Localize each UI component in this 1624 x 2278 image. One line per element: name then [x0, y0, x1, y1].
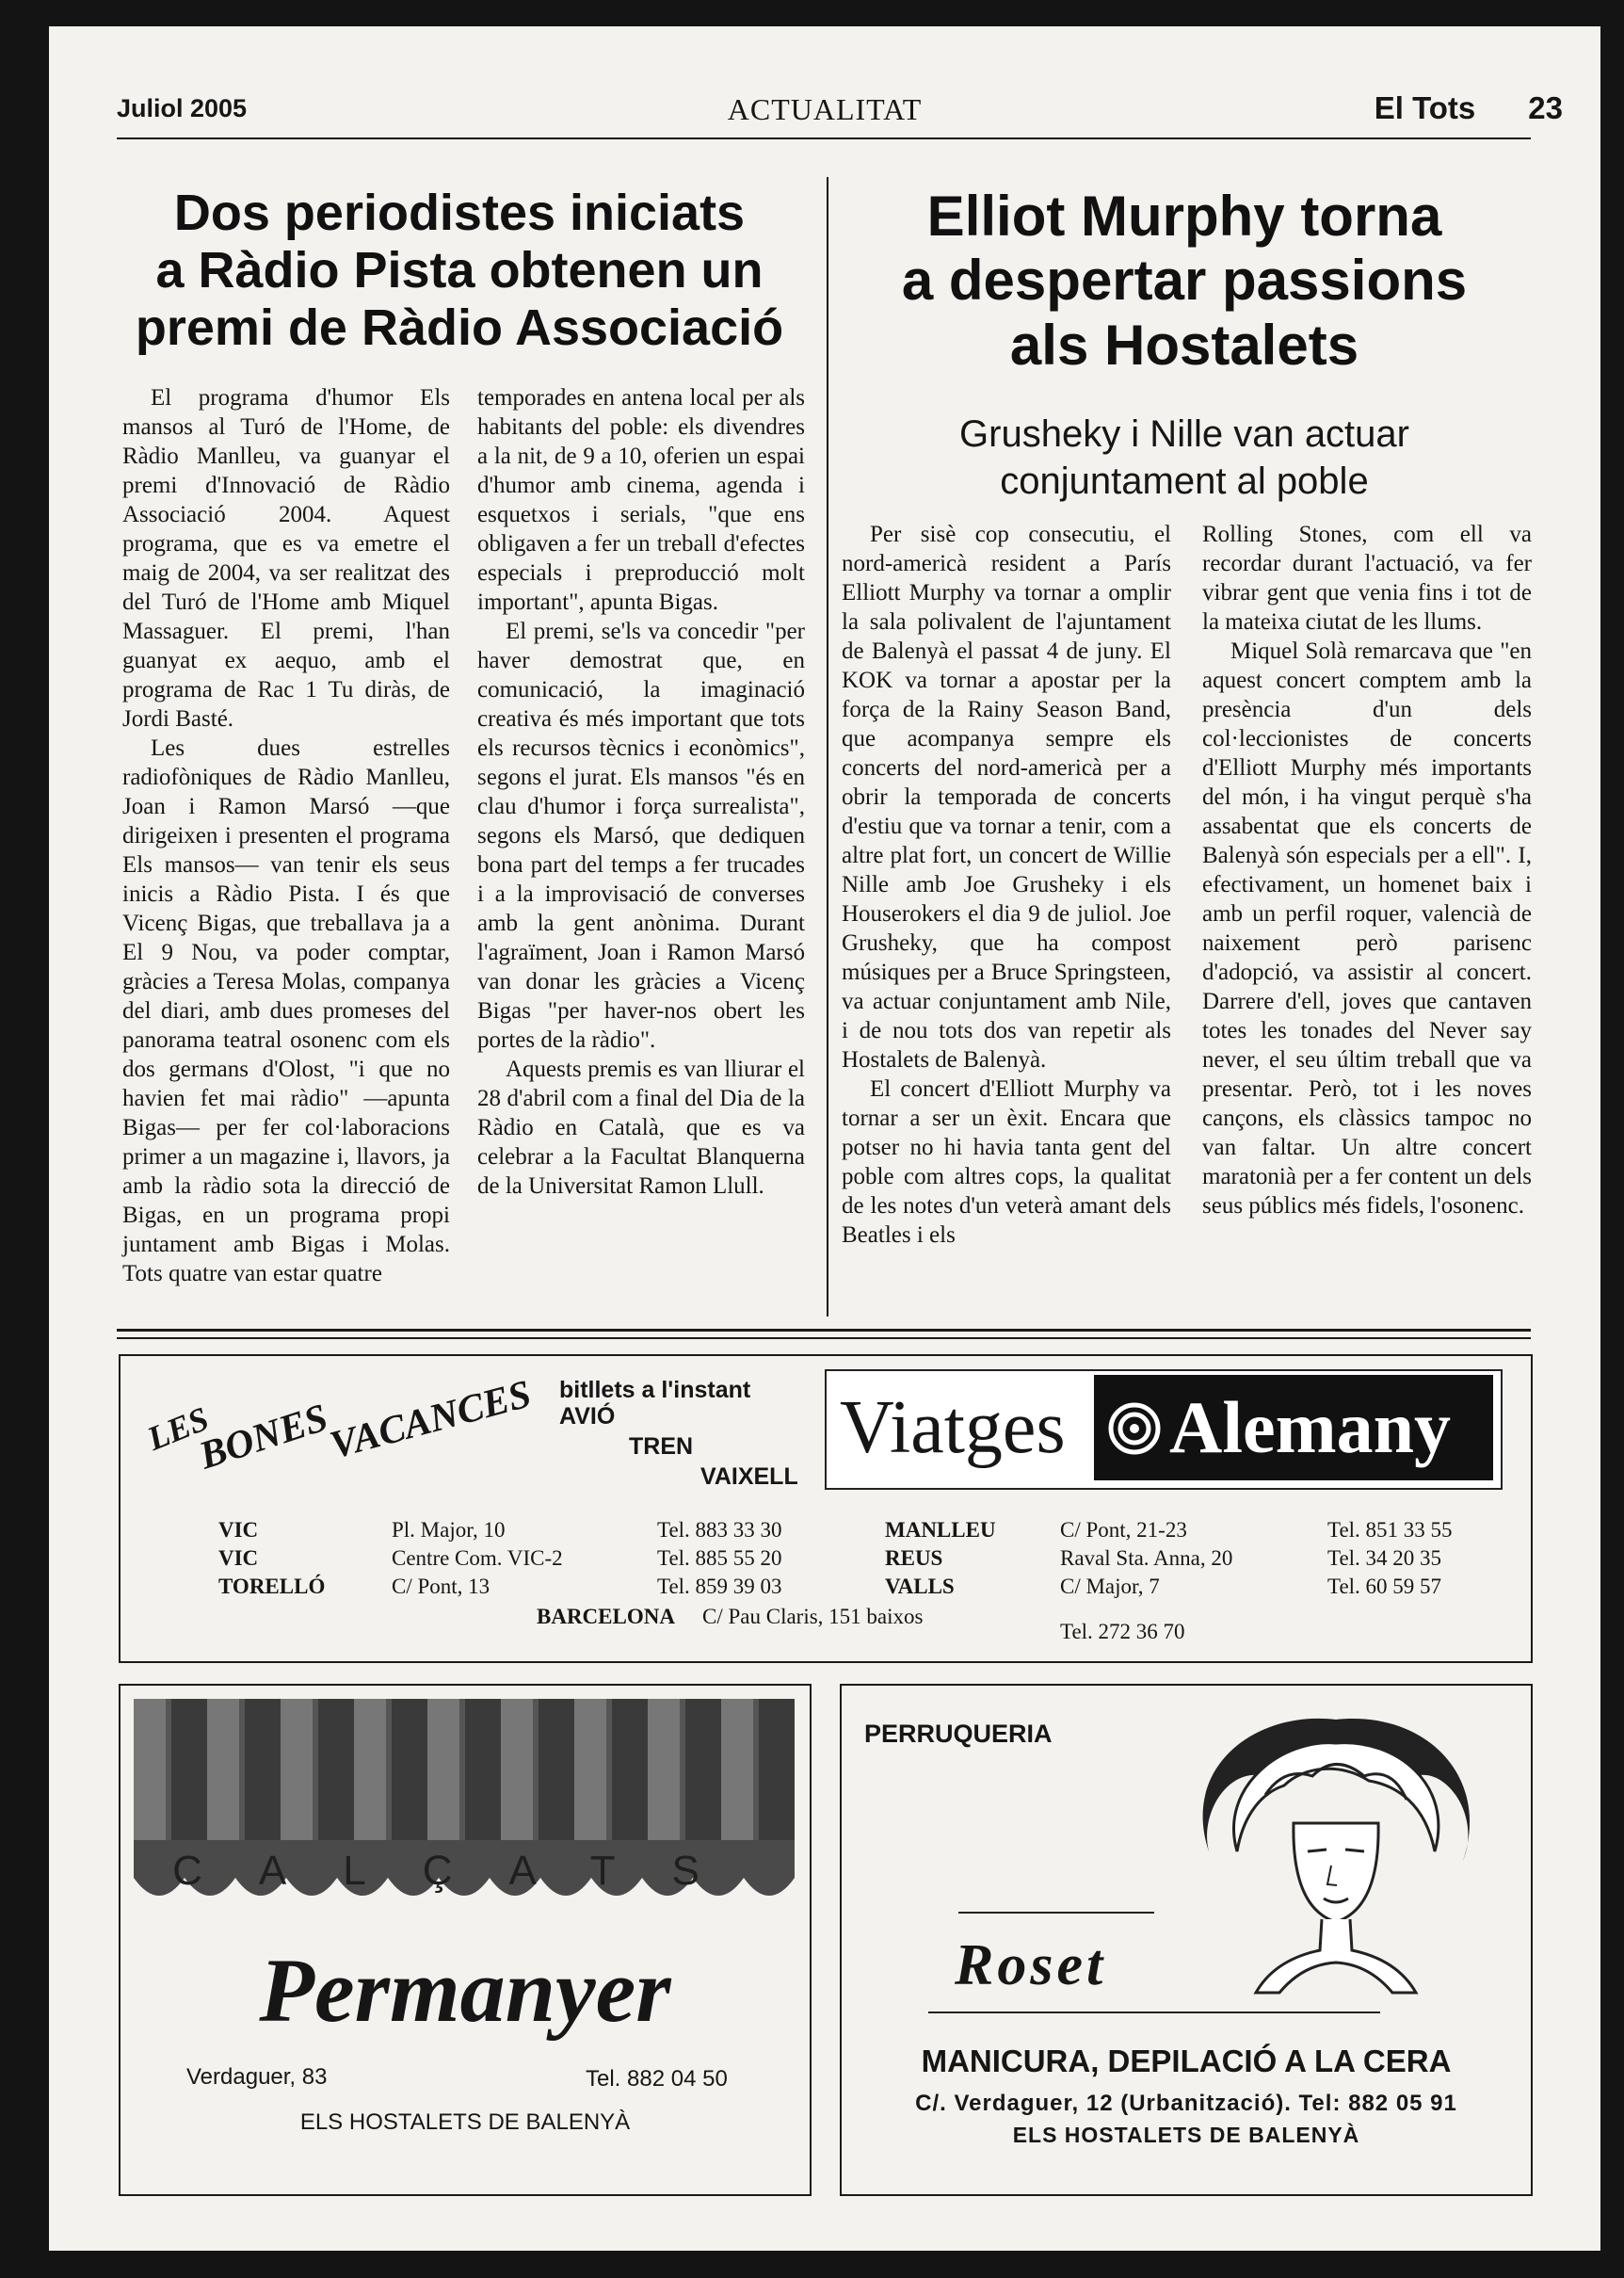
column-divider [827, 177, 828, 1317]
office-town: TORELLÓ [218, 1575, 326, 1598]
article1-column-2 [477, 383, 805, 1201]
office-row [885, 1544, 1525, 1573]
shoe-address: Verdaguer, 83 [186, 2064, 328, 2090]
office-town: VIC [218, 1518, 259, 1542]
office-town: VIC [218, 1546, 259, 1570]
paragraph: Rolling Stones, com ell va recordar durant l'actuació, va fer vibrar gent que venia fins i tot de la mateixa ciutat de les llums. [1202, 522, 1532, 635]
headline-line: a despertar passions [901, 249, 1468, 313]
article2-subheadline [838, 411, 1531, 505]
paragraph: El programa d'humor Els mansos al Turó de l'Home, de Ràdio Manlleu, va guanyar el premi d'Innovació de Ràdio Associació 2004. Aquest programa, que es va emetre el maig de 2004, va ser realitzat des del Turó de l'Home amb Miquel Massaguer. El premi, l'han guanyat ex aequo, amb el programa de Rac 1 Tu diràs, de Jordi Basté. [122, 385, 450, 732]
office-phone: Tel. 859 39 03 [657, 1575, 782, 1598]
agency-logo [825, 1369, 1503, 1490]
subheadline-line: Grusheky i Nille van actuar [959, 413, 1409, 455]
service-plane: AVIÓ [559, 1403, 616, 1430]
shoe-brand: Permanyer [259, 1940, 671, 2041]
service-ship: VAIXELL [700, 1463, 798, 1490]
article1-headline [117, 185, 802, 357]
paragraph: Miquel Solà remarcava que "en aquest concert comptem amb la presència d'un dels col·leccionistes de concerts d'Elliott Murphy més importants del món, i ha vingut perquè s'ha assabentat que els concerts de Balenyà són especials per a ell". I, efectivament, un homenet baix i amb un perfil roquer, valencià de naixement però parisenc d'adopció, va assistir al concert. Darrere d'ell, joves que cantaven totes les tonades del Never say never, el seu últim treball que va presentar. Però, tot i les noves cançons, els clàssics tampoc no van faltar. Un altre concert maratonià per a fer content un dels seus públics més fidels, l'osonenc. [1202, 638, 1532, 1219]
office-town: MANLLEU [885, 1518, 996, 1542]
office-row [218, 1573, 877, 1601]
salon-brand: Roset [955, 1933, 1107, 1997]
paragraph: Per sisè cop consecutiu, el nord-americà resident a París Elliott Murphy va tornar a omplir la sala polivalent de l'ajuntament de Balenyà el passat 4 de juny. El KOK va tornar a apostar per la força de la Rainy Season Band, que acompanya sempre els concerts del nord-americà per a obrir la temporada de concerts d'estiu que va tornar a tenir, com a altre plat fort, un concert de Willie Nille amb Joe Grusheky i els Houserokers el dia 9 de juliol. Joe Grusheky, que ha compost músiques per a Bruce Springsteen, va actuar conjuntament amb Nile, i de nou tots dos van repetir als Hostalets de Balenyà. [842, 522, 1171, 1073]
headline-line: Elliot Murphy torna [926, 185, 1442, 248]
publication-header [1375, 90, 1563, 126]
logo-word: LES [141, 1399, 215, 1458]
header-rule [117, 137, 1531, 139]
office-barcelona [537, 1603, 1478, 1631]
divider-line [958, 1912, 1154, 1914]
office-row [537, 1603, 1478, 1631]
newspaper-page [49, 26, 1600, 2251]
office-phone: Tel. 883 33 30 [657, 1518, 782, 1542]
section-rule [117, 1329, 1531, 1332]
office-town: VALLS [885, 1575, 955, 1598]
page-number: 23 [1528, 90, 1563, 125]
agency-name-panel [1094, 1375, 1493, 1480]
headline-line: premi de Ràdio Associació [135, 299, 784, 357]
subheadline-line: conjuntament al poble [1000, 460, 1369, 502]
shoe-store-ad [119, 1684, 812, 2196]
service-train: TREN [629, 1433, 694, 1460]
publication-name: El Tots [1374, 90, 1476, 125]
divider-line [928, 2011, 1380, 2013]
headline-line: Dos periodistes iniciats [173, 185, 746, 241]
office-row [218, 1544, 877, 1573]
travel-agency-ad [119, 1354, 1533, 1663]
office-address: C/ Pont, 21-23 [1060, 1518, 1187, 1542]
office-address: Centre Com. VIC-2 [392, 1546, 563, 1570]
office-address: Pl. Major, 10 [392, 1518, 506, 1542]
office-phone: Tel. 34 20 35 [1327, 1546, 1442, 1570]
awning-text: CALÇATS [172, 1848, 756, 1894]
shoe-town: ELS HOSTALETS DE BALENYÀ [299, 2109, 631, 2135]
salon-title: PERRUQUERIA [864, 1720, 1053, 1748]
headline-line: a Ràdio Pista obtenen un [155, 242, 764, 299]
office-phone: Tel. 885 55 20 [657, 1546, 782, 1570]
headline-line: als Hostalets [1009, 313, 1359, 377]
logo-word: VACANCES [325, 1372, 536, 1468]
article2-column-2 [1202, 520, 1532, 1220]
salon-town: ELS HOSTALETS DE BALENYÀ [1012, 2123, 1360, 2147]
office-phone: Tel. 851 33 55 [1327, 1518, 1453, 1542]
agency-name-right: Alemany [1169, 1386, 1451, 1468]
section-rule [117, 1337, 1531, 1339]
services-title: bitllets a l'instant [559, 1377, 751, 1403]
paragraph: El concert d'Elliott Murphy va tornar a ser un èxit. Encara que potser no hi havia tanta gent del poble com altres cops, la qualitat de les notes d'un veterà amant dels Beatles i els [842, 1076, 1171, 1248]
paragraph: El premi, se'ls va concedir "per haver demostrat que, en comunicació, la imaginació creativa és més important que tots els recursos tècnics i econòmics", segons el jurat. Els mansos "és en clau d'humor i força surrealista", segons els Marsó, que dediquen bona part del temps a fer trucades i a la improvisació de converses amb la gent anònima. Durant l'agraïment, Joan i Ramon Marsó van donar les gràcies a Vicenç Bigas "per haver-nos obert les portes de la ràdio". [477, 619, 805, 1053]
section-title: ACTUALITAT [727, 92, 923, 126]
office-address: C/ Pau Claris, 151 baixos [702, 1605, 924, 1628]
salon-services: MANICURA, DEPILACIÓ A LA CERA [921, 2044, 1452, 2078]
article2-headline [838, 185, 1531, 378]
office-town: BARCELONA [537, 1605, 675, 1628]
office-town: REUS [885, 1546, 943, 1570]
office-phone: Tel. 272 36 70 [1060, 1620, 1185, 1643]
office-row [218, 1516, 877, 1544]
salon-address: C/. Verdaguer, 12 (Urbanització). Tel: 882 05 91 [915, 2091, 1457, 2116]
office-row [885, 1516, 1525, 1544]
shoe-phone: Tel. 882 04 50 [586, 2066, 728, 2092]
paragraph: Aquests premis es van lliurar el 28 d'abril com a final del Dia de la Ràdio en Català, que es va celebrar a la Facultat Blanquerna de la Universitat Ramon Llull. [477, 1057, 805, 1199]
hair-salon-ad [840, 1684, 1533, 2196]
office-address: Raval Sta. Anna, 20 [1060, 1546, 1233, 1570]
office-address: C/ Major, 7 [1060, 1575, 1160, 1598]
paragraph: Les dues estrelles radiofòniques de Ràdio Manlleu, Joan i Ramon Marsó —que dirigeixen i presenten el programa Els mansos— van tenir els seus inicis a Ràdio Pista. I és que Vicenç Bigas, que treballava ja a El 9 Nou, va poder comptar, gràcies a Teresa Molas, companya del diari, amb dues promeses del panorama teatral osonenc com els dos germans d'Olost, "i que no havien fet mai ràdio" —apunta Bigas— per fer col·laboracions primer a un magazine i, llavors, ja amb la ràdio sota la direcció de Bigas, en un programa propi juntament amb Bigas i Molas. Tots quatre van estar quatre [122, 735, 450, 1286]
spiral-icon [1107, 1401, 1162, 1456]
article2-column-1 [842, 520, 1171, 1250]
office-address: C/ Pont, 13 [392, 1575, 490, 1598]
issue-date: Juliol 2005 [117, 94, 248, 122]
paragraph: temporades en antena local per als habitants del poble: els divendres a la nit, de 9 a 10, oferien un espai d'humor amb cinema, agenda i esquetxos i serials, "que ens obligaven a fer un treball d'efectes especials i preproducció molt important", apunta Bigas. [477, 385, 805, 615]
offices-left [218, 1516, 877, 1601]
offices-right [885, 1516, 1525, 1601]
logo-word: BONES [194, 1396, 333, 1478]
office-phone: Tel. 60 59 57 [1327, 1575, 1442, 1598]
office-row [885, 1573, 1525, 1601]
article1-column-1 [122, 383, 450, 1288]
agency-name-left: Viatges [840, 1386, 1066, 1469]
woman-portrait-icon [1181, 1710, 1491, 2002]
